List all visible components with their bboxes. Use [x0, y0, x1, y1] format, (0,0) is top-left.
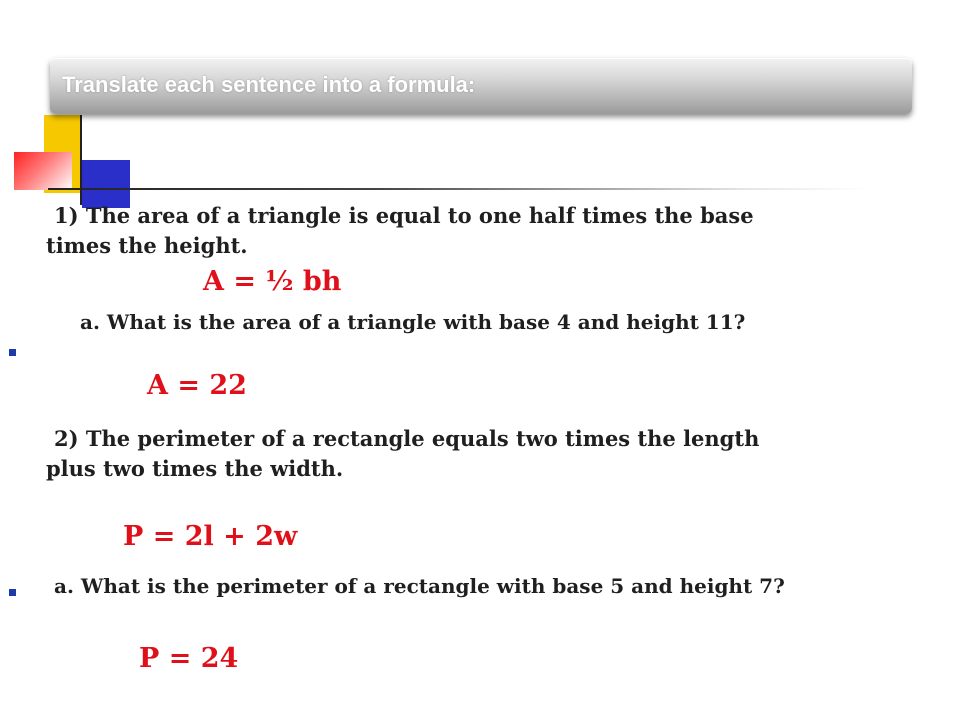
- title-bar: [50, 58, 912, 114]
- problem-2-line-2: plus two times the width.: [46, 456, 344, 481]
- slide-title: Translate each sentence into a formula:: [62, 72, 476, 97]
- problem-2-statement: [46, 424, 906, 484]
- problem-1-statement: [46, 201, 906, 261]
- decorative-vertical-rule: [80, 115, 82, 205]
- problem-2-answer: P = 24: [139, 643, 239, 674]
- problem-2-line-1: 2) The perimeter of a rectangle equals two times the length: [54, 426, 760, 451]
- problem-2-question: a. What is the perimeter of a rectangle with base 5 and height 7?: [54, 574, 785, 598]
- problem-1-line-1: 1) The area of a triangle is equal to one half times the base: [54, 203, 754, 228]
- problem-1-question: a. What is the area of a triangle with base 4 and height 11?: [80, 310, 746, 334]
- decorative-red-square: [14, 152, 72, 190]
- problem-1-formula: A = ½ bh: [203, 266, 342, 297]
- bullet-square-icon: [9, 349, 16, 356]
- bullet-square-icon: [9, 589, 16, 596]
- decorative-horizontal-rule: [48, 188, 868, 190]
- problem-1-line-2: times the height.: [46, 233, 248, 258]
- problem-1-answer: A = 22: [147, 370, 247, 401]
- problem-2-formula: P = 2l + 2w: [123, 521, 298, 552]
